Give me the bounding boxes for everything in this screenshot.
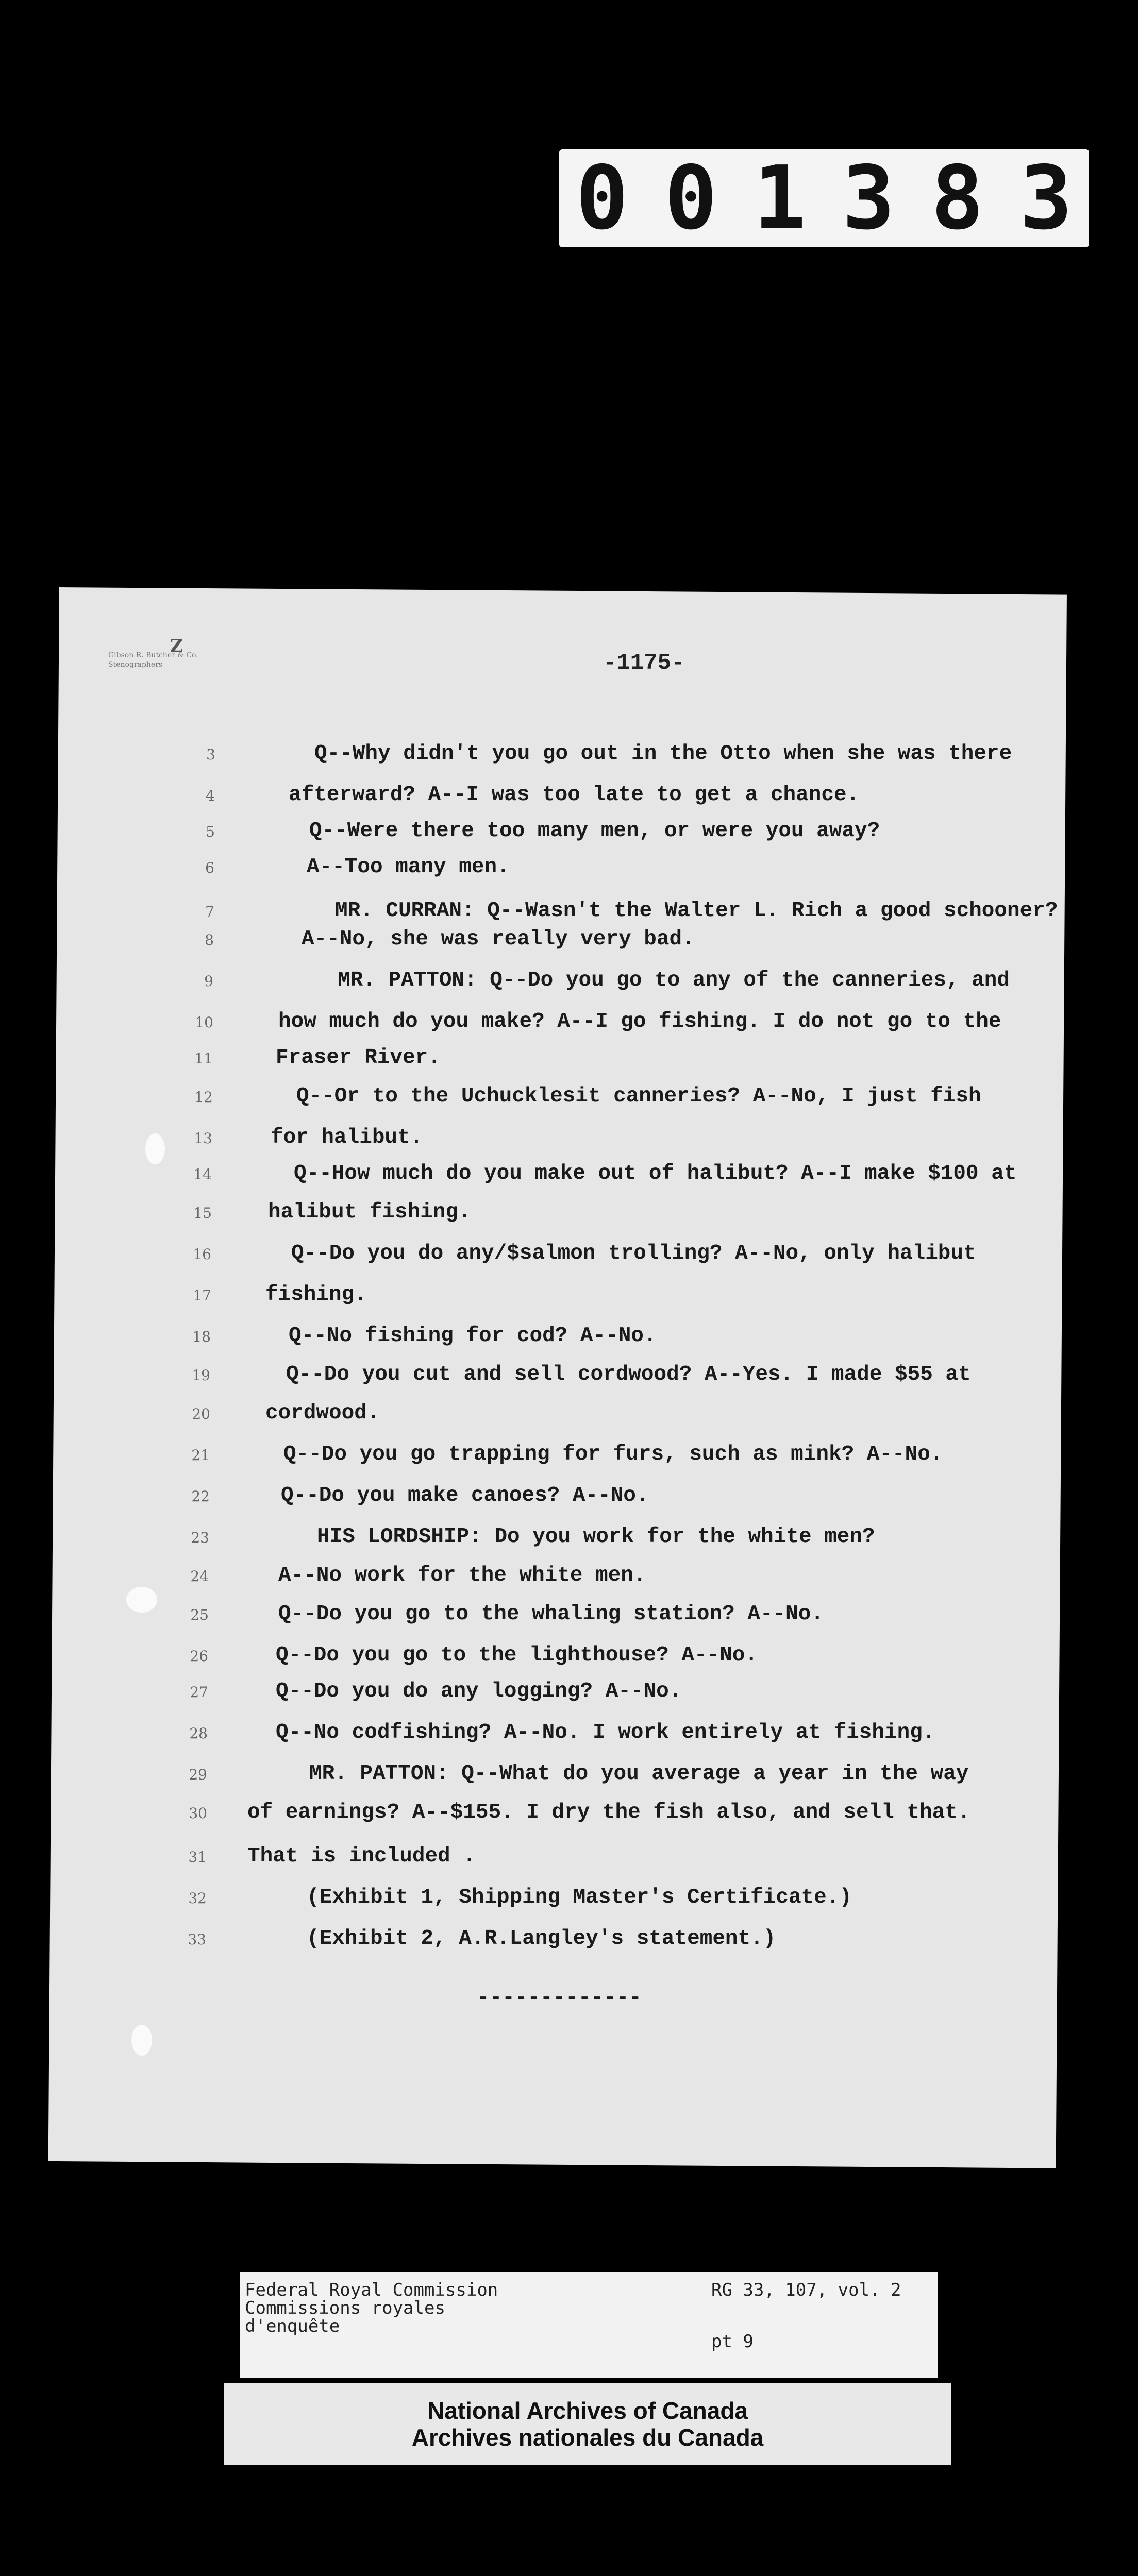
transcript-line: A--Too many men.: [307, 855, 510, 879]
line-number: 27: [190, 1684, 208, 1701]
label-part: pt 9: [711, 2331, 754, 2352]
line-number: 16: [193, 1246, 211, 1263]
transcript-line: Q--Do you make canoes? A--No.: [281, 1484, 649, 1507]
line-number: 14: [193, 1166, 212, 1183]
label-commission-fr-2: d'enquête: [245, 2316, 340, 2336]
transcript-line: Q--Do you do any/$salmon trolling? A--No, only halibut: [291, 1242, 976, 1265]
transcript-line: MR. CURRAN: Q--Wasn't the Walter L. Rich a good schooner?: [335, 899, 1058, 923]
transcript-line: of earnings? A--$155. I dry the fish also, and sell that.: [247, 1801, 970, 1824]
transcript-line: fishing.: [265, 1283, 367, 1307]
line-number: 22: [191, 1488, 210, 1505]
transcript-line: Q--Do you go to the whaling station? A--No.: [278, 1602, 824, 1626]
line-number: 25: [190, 1606, 209, 1623]
letterhead: [108, 636, 198, 669]
line-number: 31: [188, 1849, 207, 1866]
transcript-line: Q--How much do you make out of halibut? A--I make $100 at: [294, 1162, 1017, 1185]
archive-label: [240, 2272, 938, 2378]
line-number: 4: [206, 787, 215, 804]
transcript-line: HIS LORDSHIP: Do you work for the white men?: [317, 1525, 875, 1549]
line-number: 30: [189, 1805, 207, 1822]
letterhead-line-2: Stenographers: [108, 660, 163, 669]
transcript-line: (Exhibit 2, A.R.Langley's statement.): [307, 1927, 776, 1951]
line-number: 11: [194, 1050, 213, 1067]
archives-banner: [224, 2383, 951, 2465]
line-number: 12: [194, 1089, 213, 1106]
archives-name-fr: Archives nationales du Canada: [411, 2424, 764, 2451]
transcript-line: Q--Do you cut and sell cordwood? A--Yes. I made $55 at: [286, 1363, 971, 1386]
transcript-line: MR. PATTON: Q--What do you average a year in the way: [309, 1762, 969, 1786]
letterhead-line-1: Gibson R. Butcher & Co.: [108, 651, 198, 659]
page-number: -1175-: [603, 650, 685, 676]
letterhead-letter: Z: [170, 636, 183, 656]
line-number: 15: [193, 1205, 212, 1222]
line-number: 6: [205, 859, 214, 876]
transcript-line: cordwood.: [265, 1401, 380, 1425]
transcript-line: Q--Do you do any logging? A--No.: [276, 1680, 682, 1703]
hole-mark-1: [145, 1133, 165, 1164]
line-number: 20: [192, 1405, 210, 1422]
transcript-line: halibut fishing.: [268, 1200, 471, 1224]
line-number: 21: [191, 1447, 210, 1464]
line-number: 8: [205, 931, 214, 948]
frame-number-plate: [559, 147, 1109, 249]
frame-number: 001383: [575, 147, 1109, 249]
line-number: 3: [206, 746, 215, 763]
line-number: 32: [188, 1890, 207, 1907]
line-number: 13: [194, 1130, 212, 1147]
line-number: 24: [190, 1568, 209, 1585]
transcript-line: Fraser River.: [276, 1046, 441, 1070]
line-number: 10: [195, 1014, 213, 1031]
transcript-line: Q--Or to the Uchucklesit canneries? A--No, I just fish: [296, 1084, 981, 1108]
line-number: 29: [189, 1766, 207, 1783]
label-commission-fr-1: Commissions royales: [245, 2298, 445, 2318]
transcript-line: for halibut.: [271, 1126, 423, 1149]
transcript-line: Q--Why didn't you go out in the Otto when she was there: [314, 742, 1012, 766]
line-number: 7: [205, 903, 214, 920]
line-number: 33: [188, 1931, 206, 1948]
transcript-line: -------------: [477, 1986, 642, 2010]
transcript-line: A--No work for the white men.: [278, 1564, 646, 1587]
transcript-line: A--No, she was really very bad.: [302, 927, 695, 951]
transcript-line: afterward? A--I was too late to get a chance.: [289, 783, 860, 807]
line-number: 5: [206, 823, 215, 840]
line-number: 17: [193, 1287, 211, 1304]
transcript-line: That is included .: [247, 1844, 476, 1868]
transcript-line: MR. PATTON: Q--Do you go to any of the canneries, and: [338, 969, 1010, 992]
transcript-line: Q--Were there too many men, or were you away?: [309, 819, 880, 843]
line-number: 23: [191, 1529, 209, 1546]
line-number: 19: [192, 1367, 210, 1384]
line-number: 9: [204, 973, 213, 990]
archives-name-en: National Archives of Canada: [427, 2397, 748, 2424]
label-commission-en: Federal Royal Commission: [245, 2280, 498, 2300]
transcript-line: Q--No codfishing? A--No. I work entirely at fishing.: [276, 1721, 935, 1744]
line-number: 28: [189, 1725, 208, 1742]
line-number: 18: [192, 1328, 211, 1345]
transcript-line: Q--Do you go to the lighthouse? A--No.: [276, 1643, 758, 1667]
line-number: 26: [190, 1648, 208, 1665]
hole-mark-3: [131, 2025, 152, 2056]
transcript-line: (Exhibit 1, Shipping Master's Certificate.): [307, 1886, 852, 1909]
transcript-line: Q--No fishing for cod? A--No.: [289, 1324, 657, 1348]
transcript-line: Q--Do you go trapping for furs, such as mink? A--No.: [283, 1443, 943, 1466]
transcript-line: how much do you make? A--I go fishing. I do not go to the: [278, 1010, 1001, 1033]
label-reference: RG 33, 107, vol. 2: [711, 2280, 901, 2300]
hole-mark-2: [126, 1587, 157, 1613]
